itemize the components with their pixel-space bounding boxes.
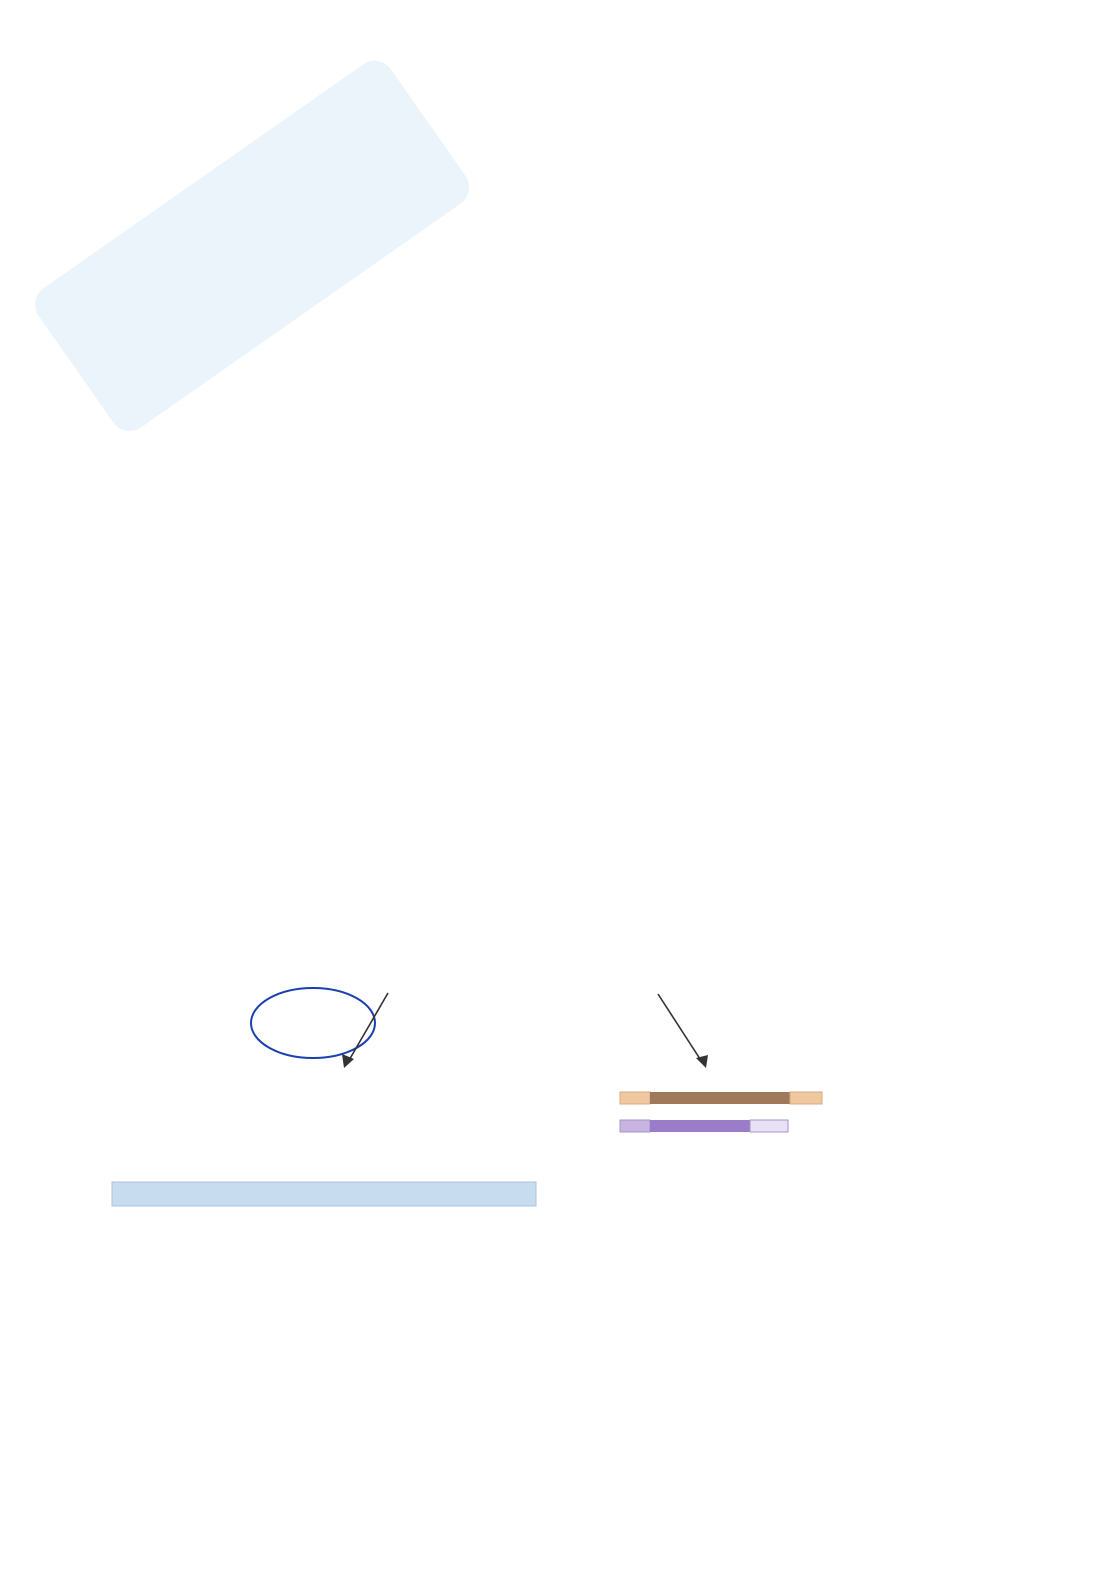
transcript-2-core — [650, 1120, 750, 1132]
transcript-2-flank-left — [620, 1120, 650, 1132]
transcript-1-flank-right — [790, 1092, 822, 1104]
assemble-arrow — [658, 994, 702, 1062]
assembled-transcripts — [620, 1092, 822, 1132]
transcript-1-flank-left — [620, 1092, 650, 1104]
genome-bar — [112, 1182, 536, 1206]
watermark-logo — [20, 40, 490, 460]
rna-seq-figure — [108, 858, 848, 1218]
transcript-2-flank-right — [750, 1120, 788, 1132]
align-arrow — [348, 993, 388, 1062]
transcript-1-core — [650, 1092, 790, 1104]
